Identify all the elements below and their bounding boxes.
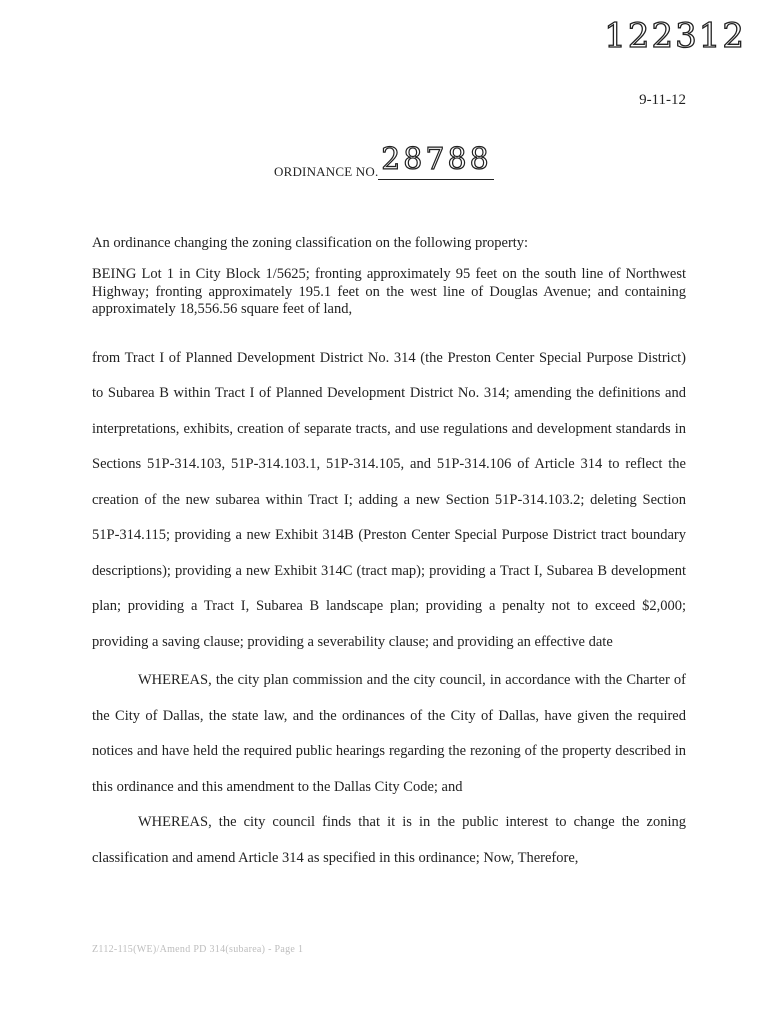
document-date: 9-11-12 (639, 92, 686, 108)
intro-paragraph: An ordinance changing the zoning classification on the following property: (92, 235, 529, 251)
ordinance-number-line (378, 143, 494, 180)
whereas-paragraph-2: WHEREAS, the city council finds that it is in the public interest to change the zoning classification and amend Article 314 as specified in this ordinance; Now, Therefore, (92, 814, 686, 866)
zoning-change-paragraph: from Tract I of Planned Development District No. 314 (the Preston Center Special Purpose District) to Subarea B within Tract I of Planned Development District No. 314; amending the definitions and interpretations, exhibits, creation of separate tracts, and use regulations and development standards in Sections 51P-314.103, 51P-314.103.1, 51P-314.105, and 51P-314.106 of Article 314 to reflect the creation of the new subarea within Tract I; adding a new Section 51P-314.103.2; deleting Section 51P-314.115; providing a new Exhibit 314B (Preston Center Special Purpose District tract boundary descriptions); providing a new Exhibit 314C (tract map); providing a Tract I, Subarea B development plan; providing a Tract I, Subarea B landscape plan; providing a penalty not to exceed $2,000; providing a saving clause; providing a severability clause; and providing an effective date (92, 349, 686, 650)
page-footer: Z112-115(WE)/Amend PD 314(subarea) - Page 1 (92, 944, 304, 955)
property-description: BEING Lot 1 in City Block 1/5625; fronting approximately 95 feet on the south line of Northwest Highway; fronting approximately 195.1 feet on the west line of Douglas Avenue; and containing approximately 18,556.56 square feet of land, (92, 266, 686, 317)
whereas-paragraph-1: WHEREAS, the city plan commission and the city council, in accordance with the Charter of the City of Dallas, the state law, and the ordinances of the City of Dallas, have given the required notices and have held the required public hearings regarding the rezoning of the property described in this ordinance and this amendment to the Dallas City Code; and (92, 672, 686, 795)
ordinance-body (92, 234, 686, 876)
stamp-number: 122312 (604, 16, 746, 56)
ordinance-label: ORDINANCE NO. (274, 164, 379, 179)
ordinance-number: 28788 (381, 142, 492, 177)
ordinance-heading (274, 143, 514, 180)
